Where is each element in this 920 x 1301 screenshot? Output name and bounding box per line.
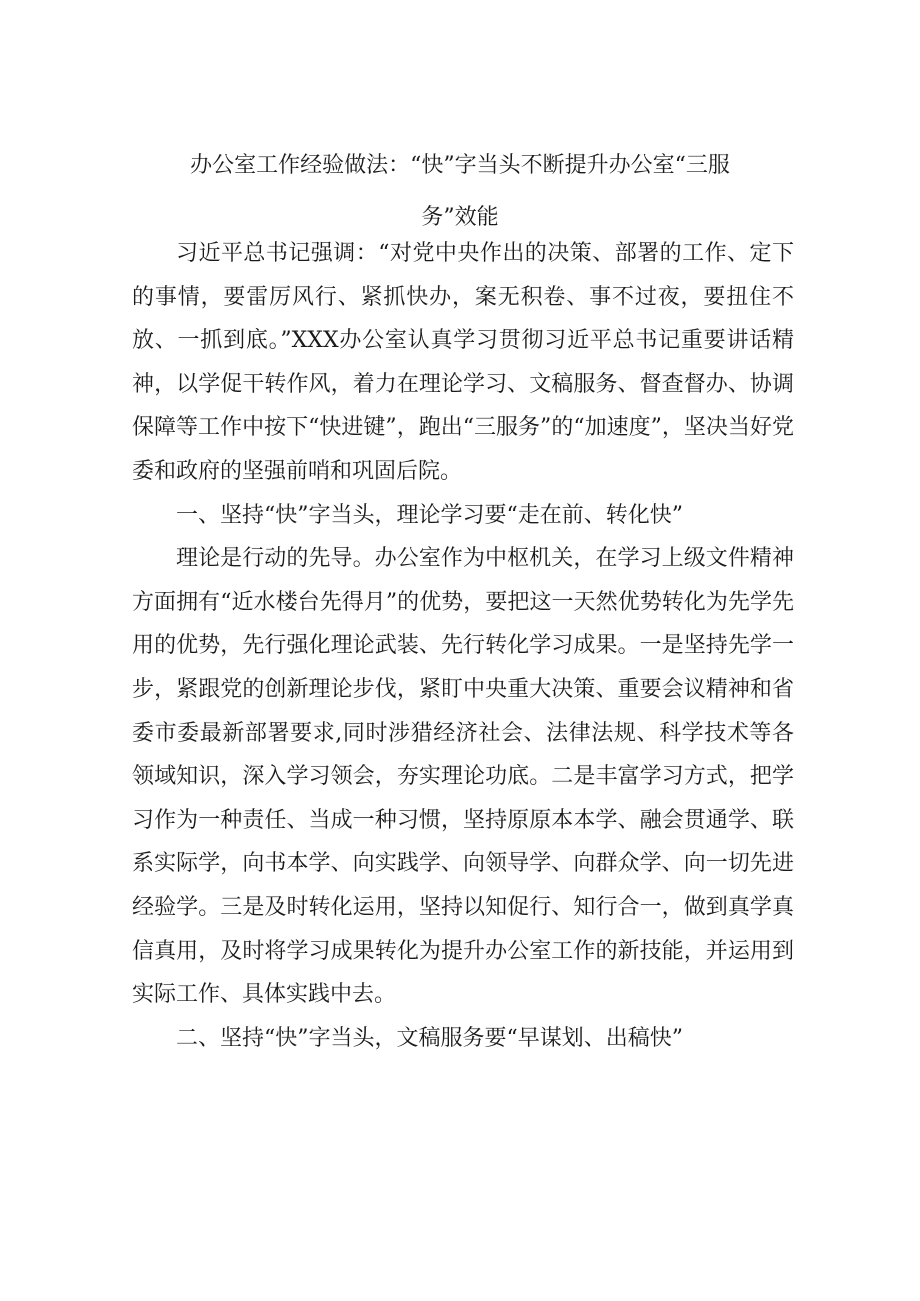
title-line-1: 办公室工作经验做法：“快”字当头不断提升办公室“三服 bbox=[190, 153, 730, 178]
document-body bbox=[132, 232, 794, 1060]
title-line-2: 务”效能 bbox=[421, 205, 499, 230]
intro-paragraph: 习近平总书记强调：“对党中央作出的决策、部署的工作、定下的事情，要雷厉风行、紧抓快办，案无积卷、事不过夜，要扭住不放、一抓到底。”XXX办公室认真学习贯彻习近平总书记重要讲话精神，以学促干转作风，着力在理论学习、文稿服务、督查督办、协调保障等工作中按下“快进键”，跑出“三服务”的“加速度”，坚决当好党委和政府的坚强前哨和巩固后院。 bbox=[132, 241, 794, 484]
section-heading-1: 一、坚持“快”字当头，理论学习要“走在前、转化快” bbox=[176, 502, 683, 528]
section-1-paragraph: 理论是行动的先导。办公室作为中枢机关，在学习上级文件精神方面拥有“近水楼台先得月”的优势，要把这一天然优势转化为先学先用的优势，先行强化理论武装、先行转化学习成果。一是坚持先学一步，紧跟党的创新理论步伐，紧盯中央重大决策、重要会议精神和省委市委最新部署要求,同时涉猎经济社会、法律法规、科学技术等各领域知识，深入学习领会，夯实理论功底。二是丰富学习方式，把学习作为一种责任、当成一种习惯，坚持原原本本学、融会贯通学、联系实际学，向书本学、向实践学、向领导学、向群众学、向一切先进经验学。三是及时转化运用，坚持以知促行、知行合一，做到真学真信真用，及时将学习成果转化为提升办公室工作的新技能，并运用到实际工作、具体实践中去。 bbox=[132, 546, 794, 1008]
document-title bbox=[130, 140, 790, 244]
section-heading-2: 二、坚持“快”字当头，文稿服务要“早谋划、出稿快” bbox=[176, 1025, 683, 1051]
